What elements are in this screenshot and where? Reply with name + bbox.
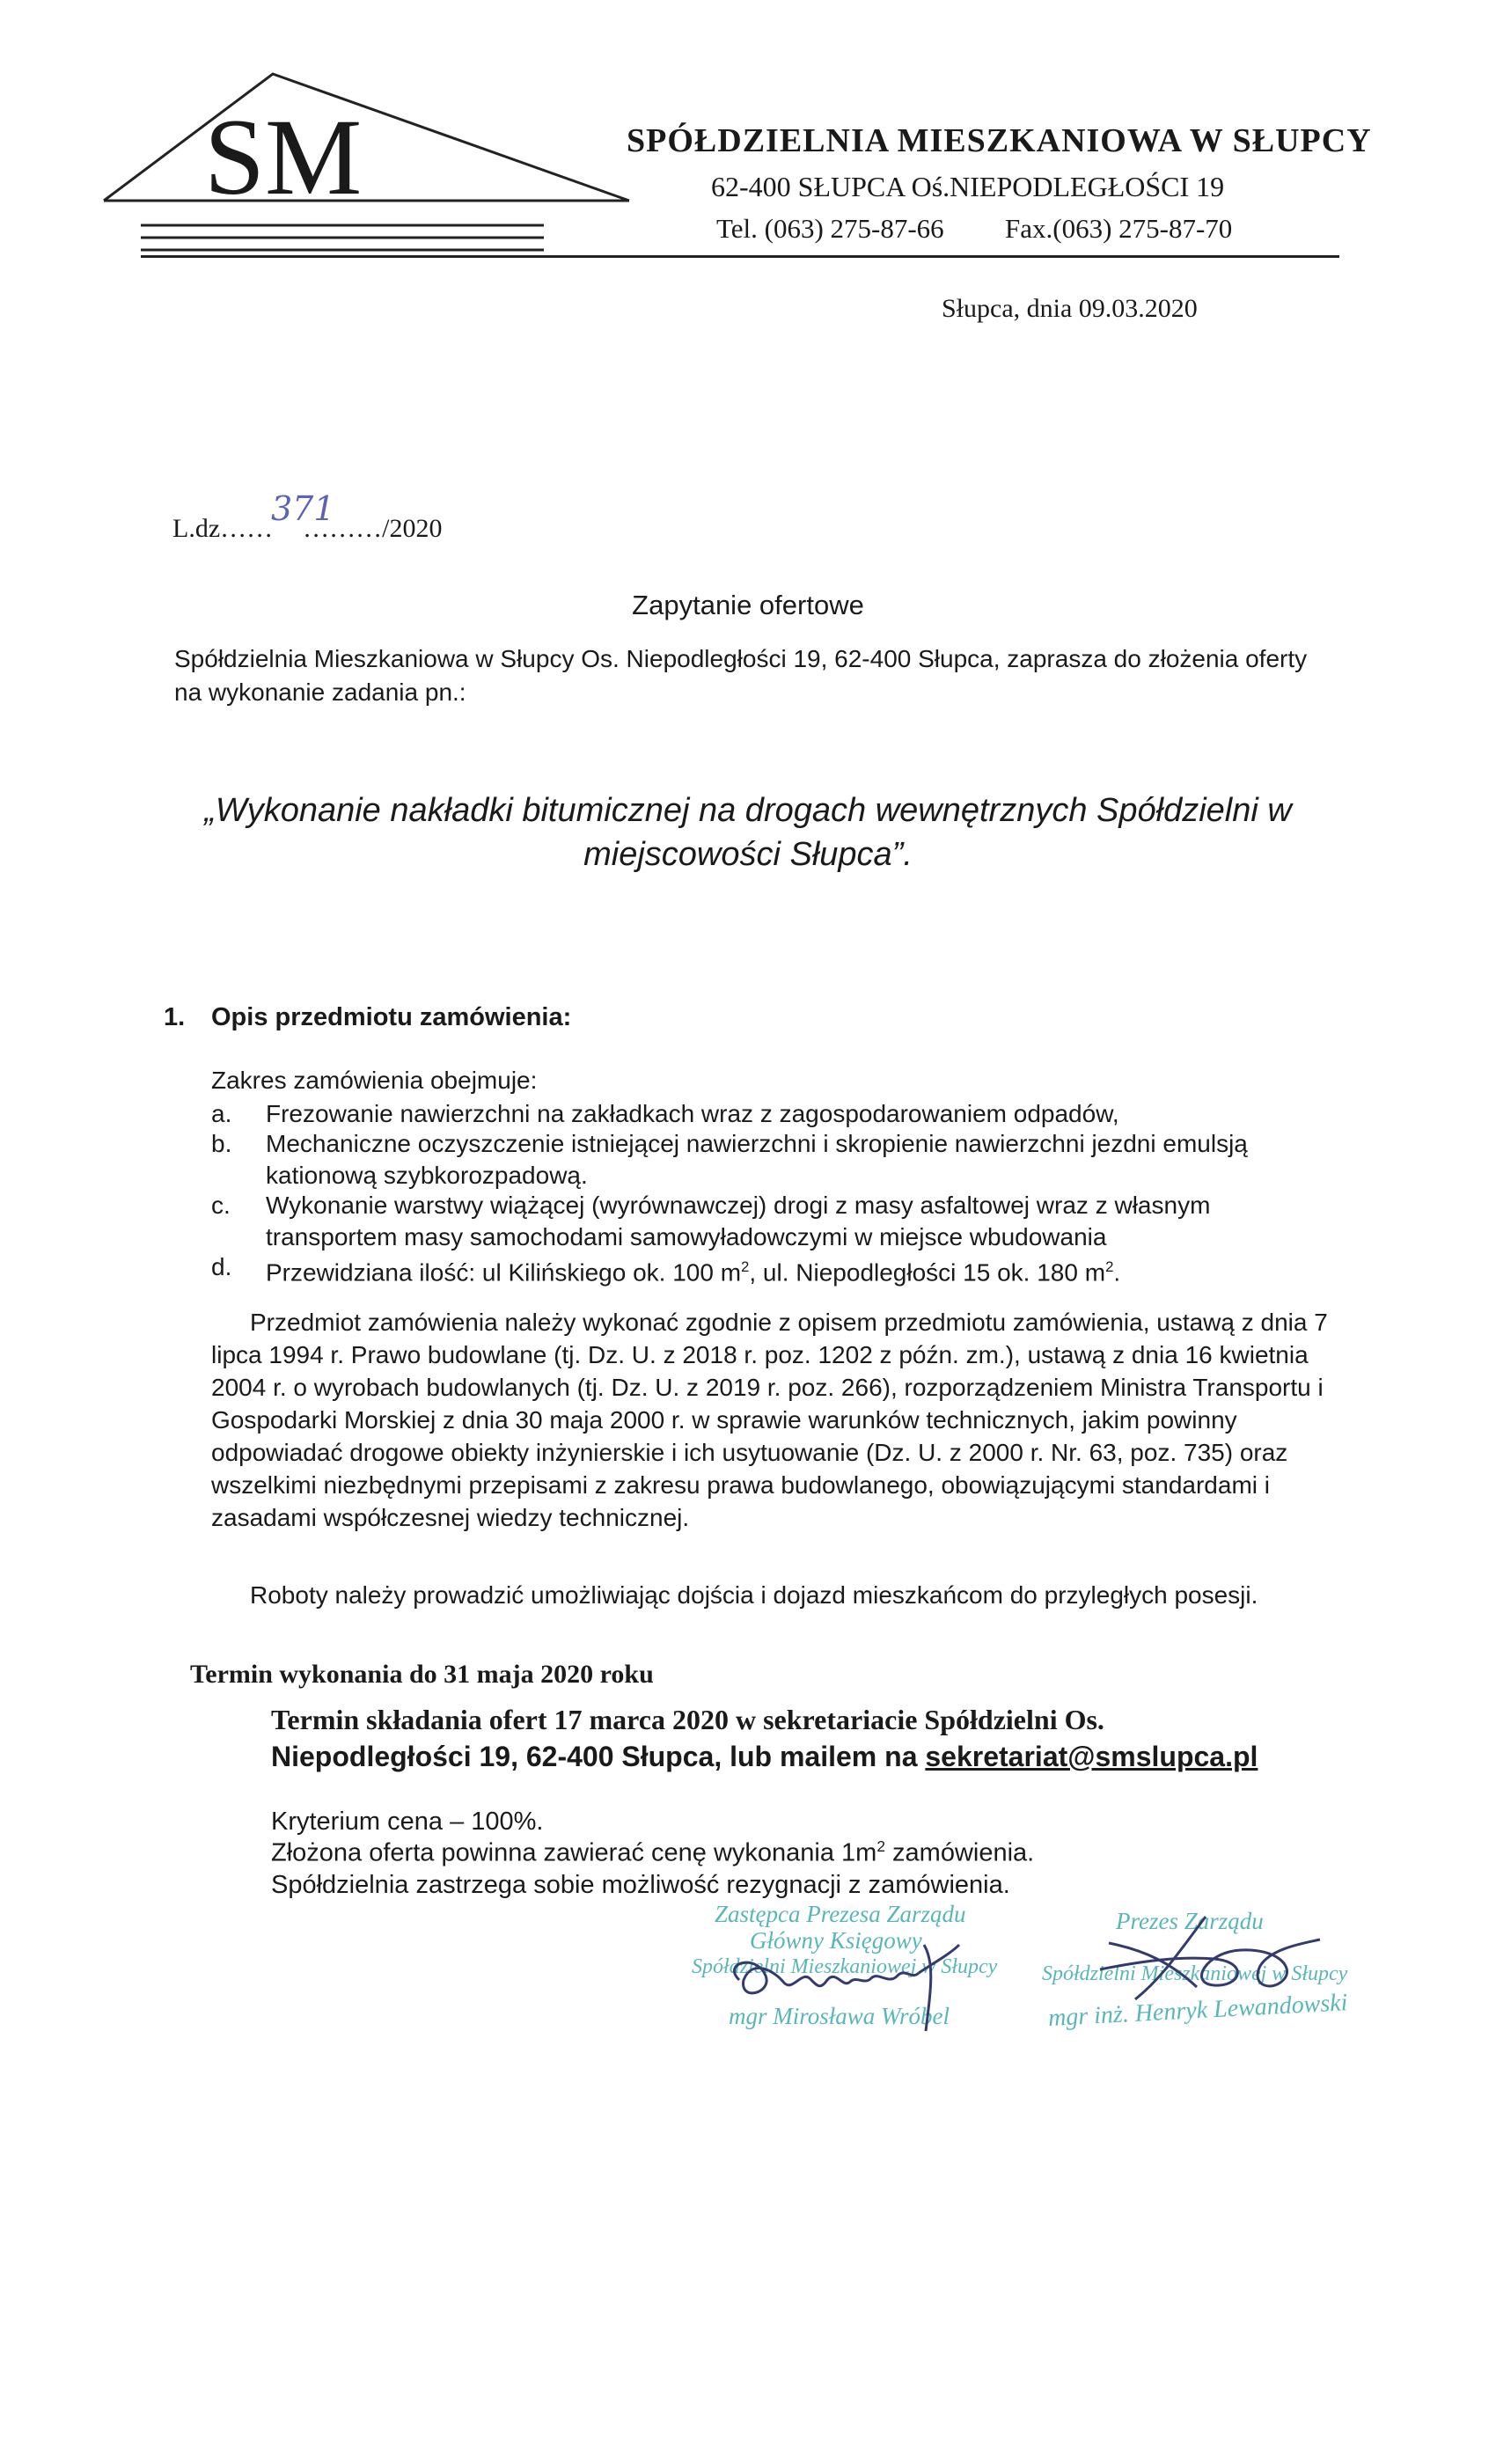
intro-paragraph: Spółdzielnia Mieszkaniowa w Słupcy Os. Niepodległości 19, 62-400 Słupca, zaprasza do złożenia oferty na wykonanie zadania pn.:	[174, 645, 1308, 706]
stamp-left-line-4: mgr Mirosława Wróbel	[729, 2003, 950, 2029]
stamp-right-line-4: mgr inż. Henryk Lewandowski	[1047, 1989, 1349, 2033]
scope-intro: Zakres zamówienia obejmuje:	[211, 1067, 538, 1094]
document-title: Zapytanie ofertowe	[632, 590, 864, 620]
stamp-right-line-1: Prezes Zarządu	[1116, 1908, 1264, 1934]
quantity-text-a: Przewidziana ilość: ul Kilińskiego ok. 100 m	[266, 1258, 742, 1287]
quantity-unit-sup: 2	[741, 1258, 750, 1275]
org-fax: Fax.(063) 275-87-70	[1005, 213, 1233, 244]
list-item-text: Wykonanie warstwy wiążącej (wyrównawczej) drogi z masy asfaltowej wraz z własnym transportem masy samochodami samowyładowczymi w miejsce wbudowania	[266, 1192, 1211, 1250]
access-paragraph: Roboty należy prowadzić umożliwiając dojścia i dojazd mieszkańcom do przyległych posesji.	[250, 1581, 1258, 1609]
offer-content-requirement	[271, 1837, 1034, 1868]
stamp-left-line-3: Spółdzielni Mieszkaniowej w Słupcy	[692, 1955, 998, 1978]
quantity-unit-sup: 2	[1105, 1258, 1114, 1275]
stamp-left-line-1: Zastępca Prezesa Zarządu	[715, 1901, 966, 1927]
section-number: 1.	[164, 1003, 186, 1031]
stamp-right-line-3: Spółdzielni Mieszkaniowej w Słupcy	[1042, 1962, 1348, 1985]
signature-right	[1074, 1908, 1338, 2013]
quantity-text-c: .	[1113, 1258, 1121, 1287]
letterhead-logo	[97, 70, 642, 273]
email-link[interactable]: sekretariat@smslupca.pl	[925, 1741, 1258, 1772]
org-name: SPÓŁDZIELNIA MIESZKANIOWA W SŁUPCY	[627, 122, 1372, 159]
list-item-letter: d.	[211, 1253, 232, 1280]
legal-paragraph: Przedmiot zamówienia należy wykonać zgodnie z opisem przedmiotu zamówienia, ustawą z dnia 7 lipca 1994 r. Prawo budowlane (tj. Dz. U. z 2018 r. poz. 1202 z późn. zm.), ustawą z dnia 16 kwietnia 2004 r. o wyrobach budowlanych (tj. Dz. U. z 2019 r. poz. 266), rozporządzeniem Ministra Transportu i Gospodarki Morskiej z dnia 30 maja 2000 r. w sprawie warunków technicznych, jakim powinny odpowiadać drogowe obiekty inżynierskie i ich usytuowanie (Dz. U. z 2000 r. Nr. 63, poz. 735) oraz wszelkimi niezbędnymi przepisami z zakresu prawa budowlanego, obowiązującymi standardami i zasadami współczesnej wiedzy technicznej.	[211, 1309, 1328, 1531]
list-item-text: Mechaniczne oczyszczenie istniejącej nawierzchni i skropienie nawierzchni jezdni emulsją kationową szybkorozpadową.	[266, 1130, 1248, 1189]
org-phone: Tel. (063) 275-87-66	[716, 213, 944, 244]
list-item-letter: a.	[211, 1100, 232, 1127]
reference-handwritten-number: 371	[271, 489, 335, 528]
offer-content-text-end: zamówienia.	[885, 1838, 1035, 1867]
document-date: Słupca, dnia 09.03.2020	[942, 294, 1198, 323]
list-item-letter: c.	[211, 1192, 231, 1219]
offer-address: Niepodległości 19, 62-400 Słupca, lub mailem na	[271, 1741, 926, 1772]
offer-deadline-line-2	[271, 1741, 1258, 1773]
logo-text: SM	[204, 97, 363, 217]
quantity-text-b: , ul. Niepodległości 15 ok. 180 m	[749, 1258, 1106, 1287]
org-address: 62-400 SŁUPCA Oś.NIEPODLEGŁOŚCI 19	[711, 171, 1225, 202]
list-item-letter: b.	[211, 1130, 232, 1157]
criterion-price: Kryterium cena – 100%.	[271, 1808, 544, 1836]
offer-deadline-line-1: Termin składania ofert 17 marca 2020 w sekretariacie Spółdzielni Os.	[271, 1704, 1104, 1735]
unit-sup: 2	[876, 1837, 885, 1855]
reference-prefix: L.dz……	[172, 514, 274, 543]
logo-roof	[104, 74, 629, 201]
list-item-text	[266, 1251, 1357, 1288]
list-item-text: Frezowanie nawierzchni na zakładkach wraz z zagospodarowaniem odpadów,	[266, 1100, 1119, 1127]
reference-suffix: ………/2020	[303, 514, 443, 543]
completion-deadline: Termin wykonania do 31 maja 2020 roku	[190, 1660, 654, 1689]
letterhead-divider	[141, 255, 1339, 258]
task-name: „Wykonanie nakładki bitumicznej na drogach wewnętrznych Spółdzielni w miejscowości Słupca”.	[204, 792, 1292, 873]
stamp-left-line-2: Główny Księgowy	[750, 1927, 922, 1954]
offer-content-text: Złożona oferta powinna zawierać cenę wykonania 1m	[271, 1838, 877, 1867]
signature-left	[704, 1927, 986, 2042]
section-title: Opis przedmiotu zamówienia:	[211, 1003, 572, 1031]
cancellation-reservation: Spółdzielnia zastrzega sobie możliwość rezygnacji z zamówienia.	[271, 1871, 1010, 1899]
